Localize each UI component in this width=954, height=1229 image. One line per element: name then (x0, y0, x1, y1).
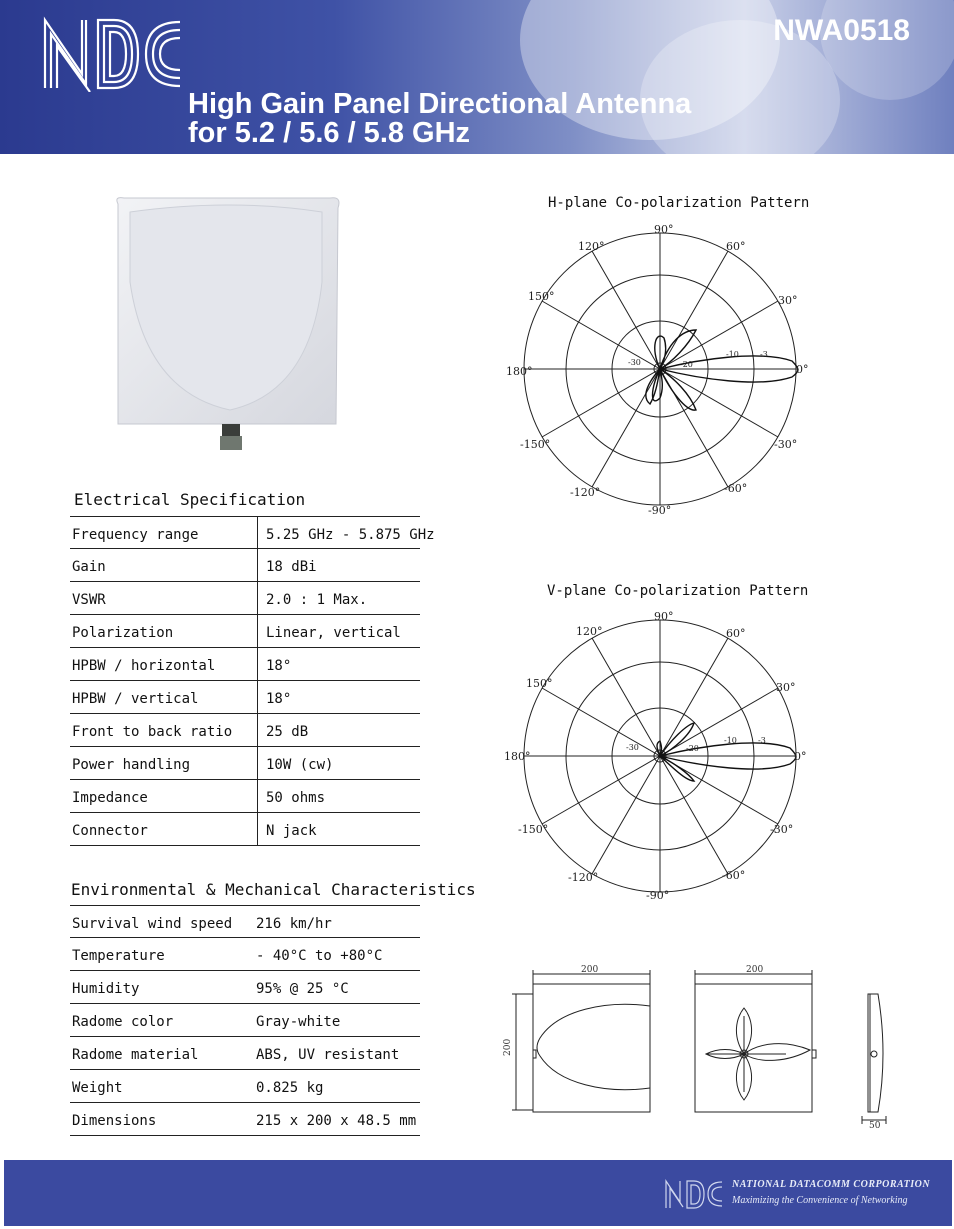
ring-label-20: -20 (680, 360, 693, 369)
angle-label-30: 30° (778, 294, 798, 307)
footer-ndc-logo (664, 1178, 724, 1210)
ring-label-20: -20 (686, 744, 699, 753)
angle-label-120: 120° (578, 240, 605, 253)
spec-value: 18° (257, 648, 291, 680)
spec-label: Dimensions (72, 1113, 157, 1129)
angle-label-0: 0° (796, 363, 809, 376)
spec-label: Power handling (72, 757, 191, 773)
angle-label-neg120: -120° (568, 871, 599, 884)
h-plane-pattern-trace (646, 330, 798, 410)
table-row (70, 648, 420, 681)
angle-label-neg30: -30° (774, 438, 798, 451)
table-row (70, 516, 435, 549)
spec-label: Connector (72, 823, 148, 839)
spec-label: Survival wind speed (72, 916, 233, 932)
spec-value: 18 dBi (257, 549, 317, 581)
angle-label-neg60: -60° (724, 482, 748, 495)
angle-label-neg120: -120° (570, 486, 601, 499)
header-banner (0, 0, 954, 154)
spec-value: 215 x 200 x 48.5 mm (256, 1113, 417, 1129)
table-row (70, 813, 420, 846)
environmental-spec-table (70, 905, 420, 1136)
spec-label: Polarization (72, 625, 174, 641)
spec-value: 2.0 : 1 Max. (257, 582, 367, 614)
spec-value: 5.25 GHz - 5.875 GHz (257, 517, 435, 548)
ring-label-3: -3 (758, 736, 766, 745)
spec-value: Linear, vertical (257, 615, 401, 647)
angle-label-150: 150° (526, 677, 553, 690)
spec-value: - 40°C to +80°C (256, 948, 383, 964)
spec-value: 216 km/hr (256, 916, 332, 932)
angle-label-neg90: -90° (648, 504, 672, 517)
spec-label: Humidity (72, 981, 140, 997)
table-row (70, 905, 420, 938)
angle-label-neg150: -150° (520, 438, 551, 451)
angle-label-150: 150° (528, 290, 555, 303)
spec-label: Radome color (72, 1014, 174, 1030)
spec-label: VSWR (72, 592, 106, 608)
table-row (70, 681, 420, 714)
company-name: NATIONAL DATACOMM CORPORATION (732, 1179, 931, 1190)
table-row (70, 1004, 420, 1037)
antenna-product-image (110, 192, 350, 457)
dim-height: 200 (503, 1038, 513, 1056)
spec-label: Frequency range (72, 527, 199, 543)
table-row (70, 549, 420, 582)
table-row (70, 615, 420, 648)
ring-label-10: -10 (724, 736, 737, 745)
angle-label-neg60: -60° (722, 869, 746, 882)
table-row (70, 1103, 420, 1136)
spec-value: 0.825 kg (256, 1080, 324, 1096)
spec-label: Weight (72, 1080, 123, 1096)
h-plane-title: H-plane Co-polarization Pattern (548, 195, 810, 211)
spec-value: Gray-white (256, 1014, 341, 1030)
electrical-spec-title: Electrical Specification (74, 490, 306, 509)
spec-label: Front to back ratio (72, 724, 233, 740)
spec-value: ABS, UV resistant (256, 1047, 400, 1063)
spec-value: 95% @ 25 °C (256, 981, 349, 997)
spec-value: 10W (cw) (257, 747, 333, 779)
spec-label: Temperature (72, 948, 165, 964)
angle-label-180: 180° (504, 750, 531, 763)
angle-label-90: 90° (654, 223, 674, 236)
spec-label: Gain (72, 559, 106, 575)
table-row (70, 780, 420, 813)
angle-label-neg30: -30° (770, 823, 794, 836)
company-tagline: Maximizing the Convenience of Networking (732, 1195, 908, 1206)
spec-label: Radome material (72, 1047, 199, 1063)
model-number: NWA0518 (773, 14, 910, 47)
spec-label: HPBW / horizontal (72, 658, 216, 674)
ring-label-30: -30 (628, 358, 641, 367)
angle-label-120: 120° (576, 625, 603, 638)
spec-value: 50 ohms (257, 780, 325, 812)
front-view-outline (533, 984, 650, 1112)
dimension-drawings (496, 960, 906, 1132)
table-row (70, 582, 420, 615)
spec-label: Impedance (72, 790, 148, 806)
v-plane-pattern-trace (657, 723, 796, 781)
table-row (70, 1037, 420, 1070)
angle-label-60: 60° (726, 240, 746, 253)
dim-depth: 50 (869, 1121, 881, 1131)
angle-label-60: 60° (726, 627, 746, 640)
ndc-logo (42, 14, 184, 92)
table-row (70, 747, 420, 780)
angle-label-30: 30° (776, 681, 796, 694)
table-row (70, 1070, 420, 1103)
title-line-1: High Gain Panel Directional Antenna (188, 88, 692, 120)
ring-label-30: -30 (626, 743, 639, 752)
angle-label-neg90: -90° (646, 889, 670, 902)
ring-label-10: -10 (726, 350, 739, 359)
electrical-spec-table (70, 516, 435, 846)
h-plane-polar-chart (500, 218, 820, 520)
page-title (188, 90, 691, 148)
table-row (70, 971, 420, 1004)
angle-label-180: 180° (506, 365, 533, 378)
spec-value: N jack (257, 813, 317, 845)
spec-value: 25 dB (257, 714, 308, 746)
angle-label-90: 90° (654, 610, 674, 623)
ring-label-3: -3 (760, 350, 768, 359)
dim-front-width: 200 (581, 965, 599, 975)
dim-back-width: 200 (746, 965, 764, 975)
footer-banner (4, 1160, 952, 1226)
environmental-spec-title: Environmental & Mechanical Characteristics (71, 880, 476, 899)
table-row (70, 938, 420, 971)
angle-label-0: 0° (794, 750, 807, 763)
spec-value: 18° (257, 681, 291, 713)
v-plane-title: V-plane Co-polarization Pattern (547, 583, 809, 599)
table-row (70, 714, 420, 747)
title-line-2: for 5.2 / 5.6 / 5.8 GHz (188, 117, 471, 149)
v-plane-polar-chart (500, 605, 820, 907)
angle-label-neg150: -150° (518, 823, 549, 836)
spec-label: HPBW / vertical (72, 691, 199, 707)
